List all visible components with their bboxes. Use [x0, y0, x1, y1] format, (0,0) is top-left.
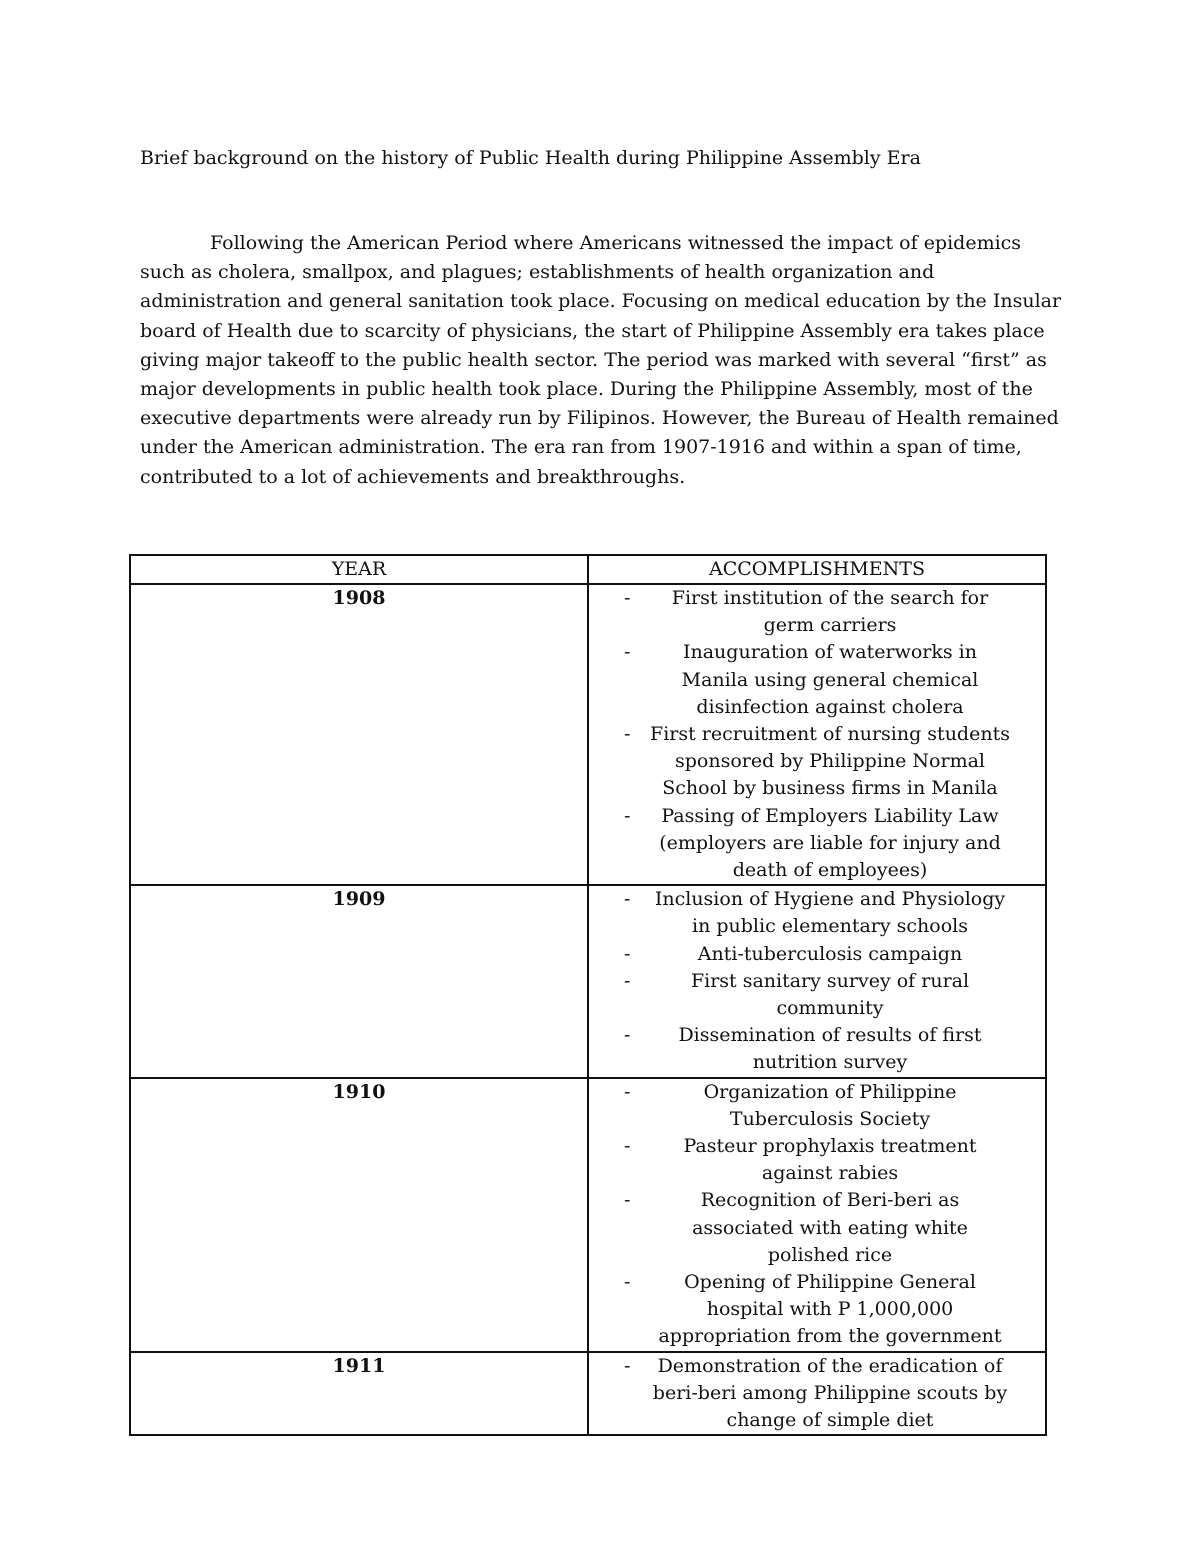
accomplishment-text: Opening of Philippine General hospital with P 1,000,000 appropriation from the government — [658, 1271, 1002, 1348]
accomplishments-cell — [588, 584, 1046, 885]
accomplishments-cell — [588, 1352, 1046, 1436]
accomplishment-list — [589, 886, 1045, 1076]
accomplishment-list — [589, 585, 1045, 884]
bullet-dash: - — [624, 587, 631, 609]
table-header-row — [130, 555, 1046, 584]
bullet-dash: - — [624, 641, 631, 664]
bullet-dash: - — [624, 942, 631, 965]
table-row — [130, 885, 1046, 1077]
table-row — [130, 584, 1046, 885]
bullet-dash: - — [624, 1080, 631, 1103]
header-accomplishments: ACCOMPLISHMENTS — [588, 555, 1046, 584]
accomplishments-cell — [588, 1078, 1046, 1352]
year-cell: 1911 — [130, 1352, 588, 1436]
accomplishment-text: Dissemination of results of first nutrition survey — [678, 1024, 982, 1074]
accomplishment-item — [624, 639, 1010, 721]
intro-paragraph: Following the American Period where Americans witnessed the impact of epidemics such as cholera, smallpox, and plagues; establishments of health organization and administration and general sanitation took place. Focusing on medical education by the Insular board of Health due to scarcity of physicians, the start of Philippine Assembly era takes place giving major takeoff to the public health sector. The period was marked with several “first” as major developments in public health took place. During the Philippine Assembly, most of the executive departments were already run by Filipinos. However, the Bureau of Health remained under the American administration. The era ran from 1907-1916 and within a span of time, contributed to a lot of achievements and breakthroughs. — [140, 232, 1062, 488]
table-row — [130, 1078, 1046, 1352]
accomplishment-text: Demonstration of the eradication of beri-beri among Philippine scouts by change of simple diet — [652, 1354, 1008, 1432]
accomplishment-text: Anti-tuberculosis campaign — [697, 942, 963, 965]
year-cell: 1909 — [130, 885, 588, 1077]
accomplishment-item — [624, 585, 1010, 639]
accomplishment-item — [624, 1269, 1010, 1351]
table-row — [130, 1352, 1046, 1436]
accomplishment-text: Inauguration of waterworks in Manila using general chemical disinfection against cholera — [681, 641, 979, 718]
bullet-dash: - — [624, 1271, 631, 1294]
accomplishment-text: Recognition of Beri-beri as associated with eating white polished rice — [692, 1189, 968, 1266]
accomplishments-table — [129, 554, 1047, 1436]
accomplishment-text: First recruitment of nursing students sponsored by Philippine Normal School by business firms in Manila — [650, 723, 1010, 800]
accomplishments-cell — [588, 885, 1046, 1077]
bullet-dash: - — [624, 888, 631, 911]
accomplishment-text: Pasteur prophylaxis treatment against rabies — [683, 1135, 977, 1185]
accomplishment-item — [624, 1187, 1010, 1269]
year-cell: 1908 — [130, 584, 588, 885]
accomplishment-item — [624, 1353, 1010, 1435]
accomplishment-text: First institution of the search for germ carriers — [671, 587, 989, 637]
bullet-dash: - — [624, 1189, 631, 1212]
accomplishment-list — [589, 1353, 1045, 1435]
accomplishment-list — [589, 1079, 1045, 1351]
accomplishment-item — [624, 1079, 1010, 1133]
header-year: YEAR — [130, 555, 588, 584]
accomplishment-item — [624, 886, 1010, 940]
accomplishment-item — [624, 1022, 1010, 1076]
bullet-dash: - — [624, 723, 631, 746]
accomplishment-text: Inclusion of Hygiene and Physiology in public elementary schools — [654, 888, 1006, 938]
bullet-dash: - — [624, 1024, 631, 1047]
bullet-dash: - — [624, 1135, 631, 1158]
document-title: Brief background on the history of Public Health during Philippine Assembly Era — [140, 147, 921, 169]
bullet-dash: - — [624, 969, 631, 992]
bullet-dash: - — [624, 1354, 631, 1377]
accomplishment-item — [624, 968, 1010, 1022]
bullet-dash: - — [624, 804, 631, 827]
accomplishment-text: Passing of Employers Liability Law (employers are liable for injury and death of employees) — [659, 804, 1001, 882]
year-cell: 1910 — [130, 1078, 588, 1352]
accomplishment-item — [624, 1133, 1010, 1187]
accomplishment-item — [624, 803, 1010, 885]
accomplishment-item — [624, 941, 1010, 968]
accomplishment-item — [624, 721, 1010, 803]
accomplishment-text: Organization of Philippine Tuberculosis Society — [703, 1080, 957, 1130]
accomplishment-text: First sanitary survey of rural community — [690, 969, 970, 1020]
